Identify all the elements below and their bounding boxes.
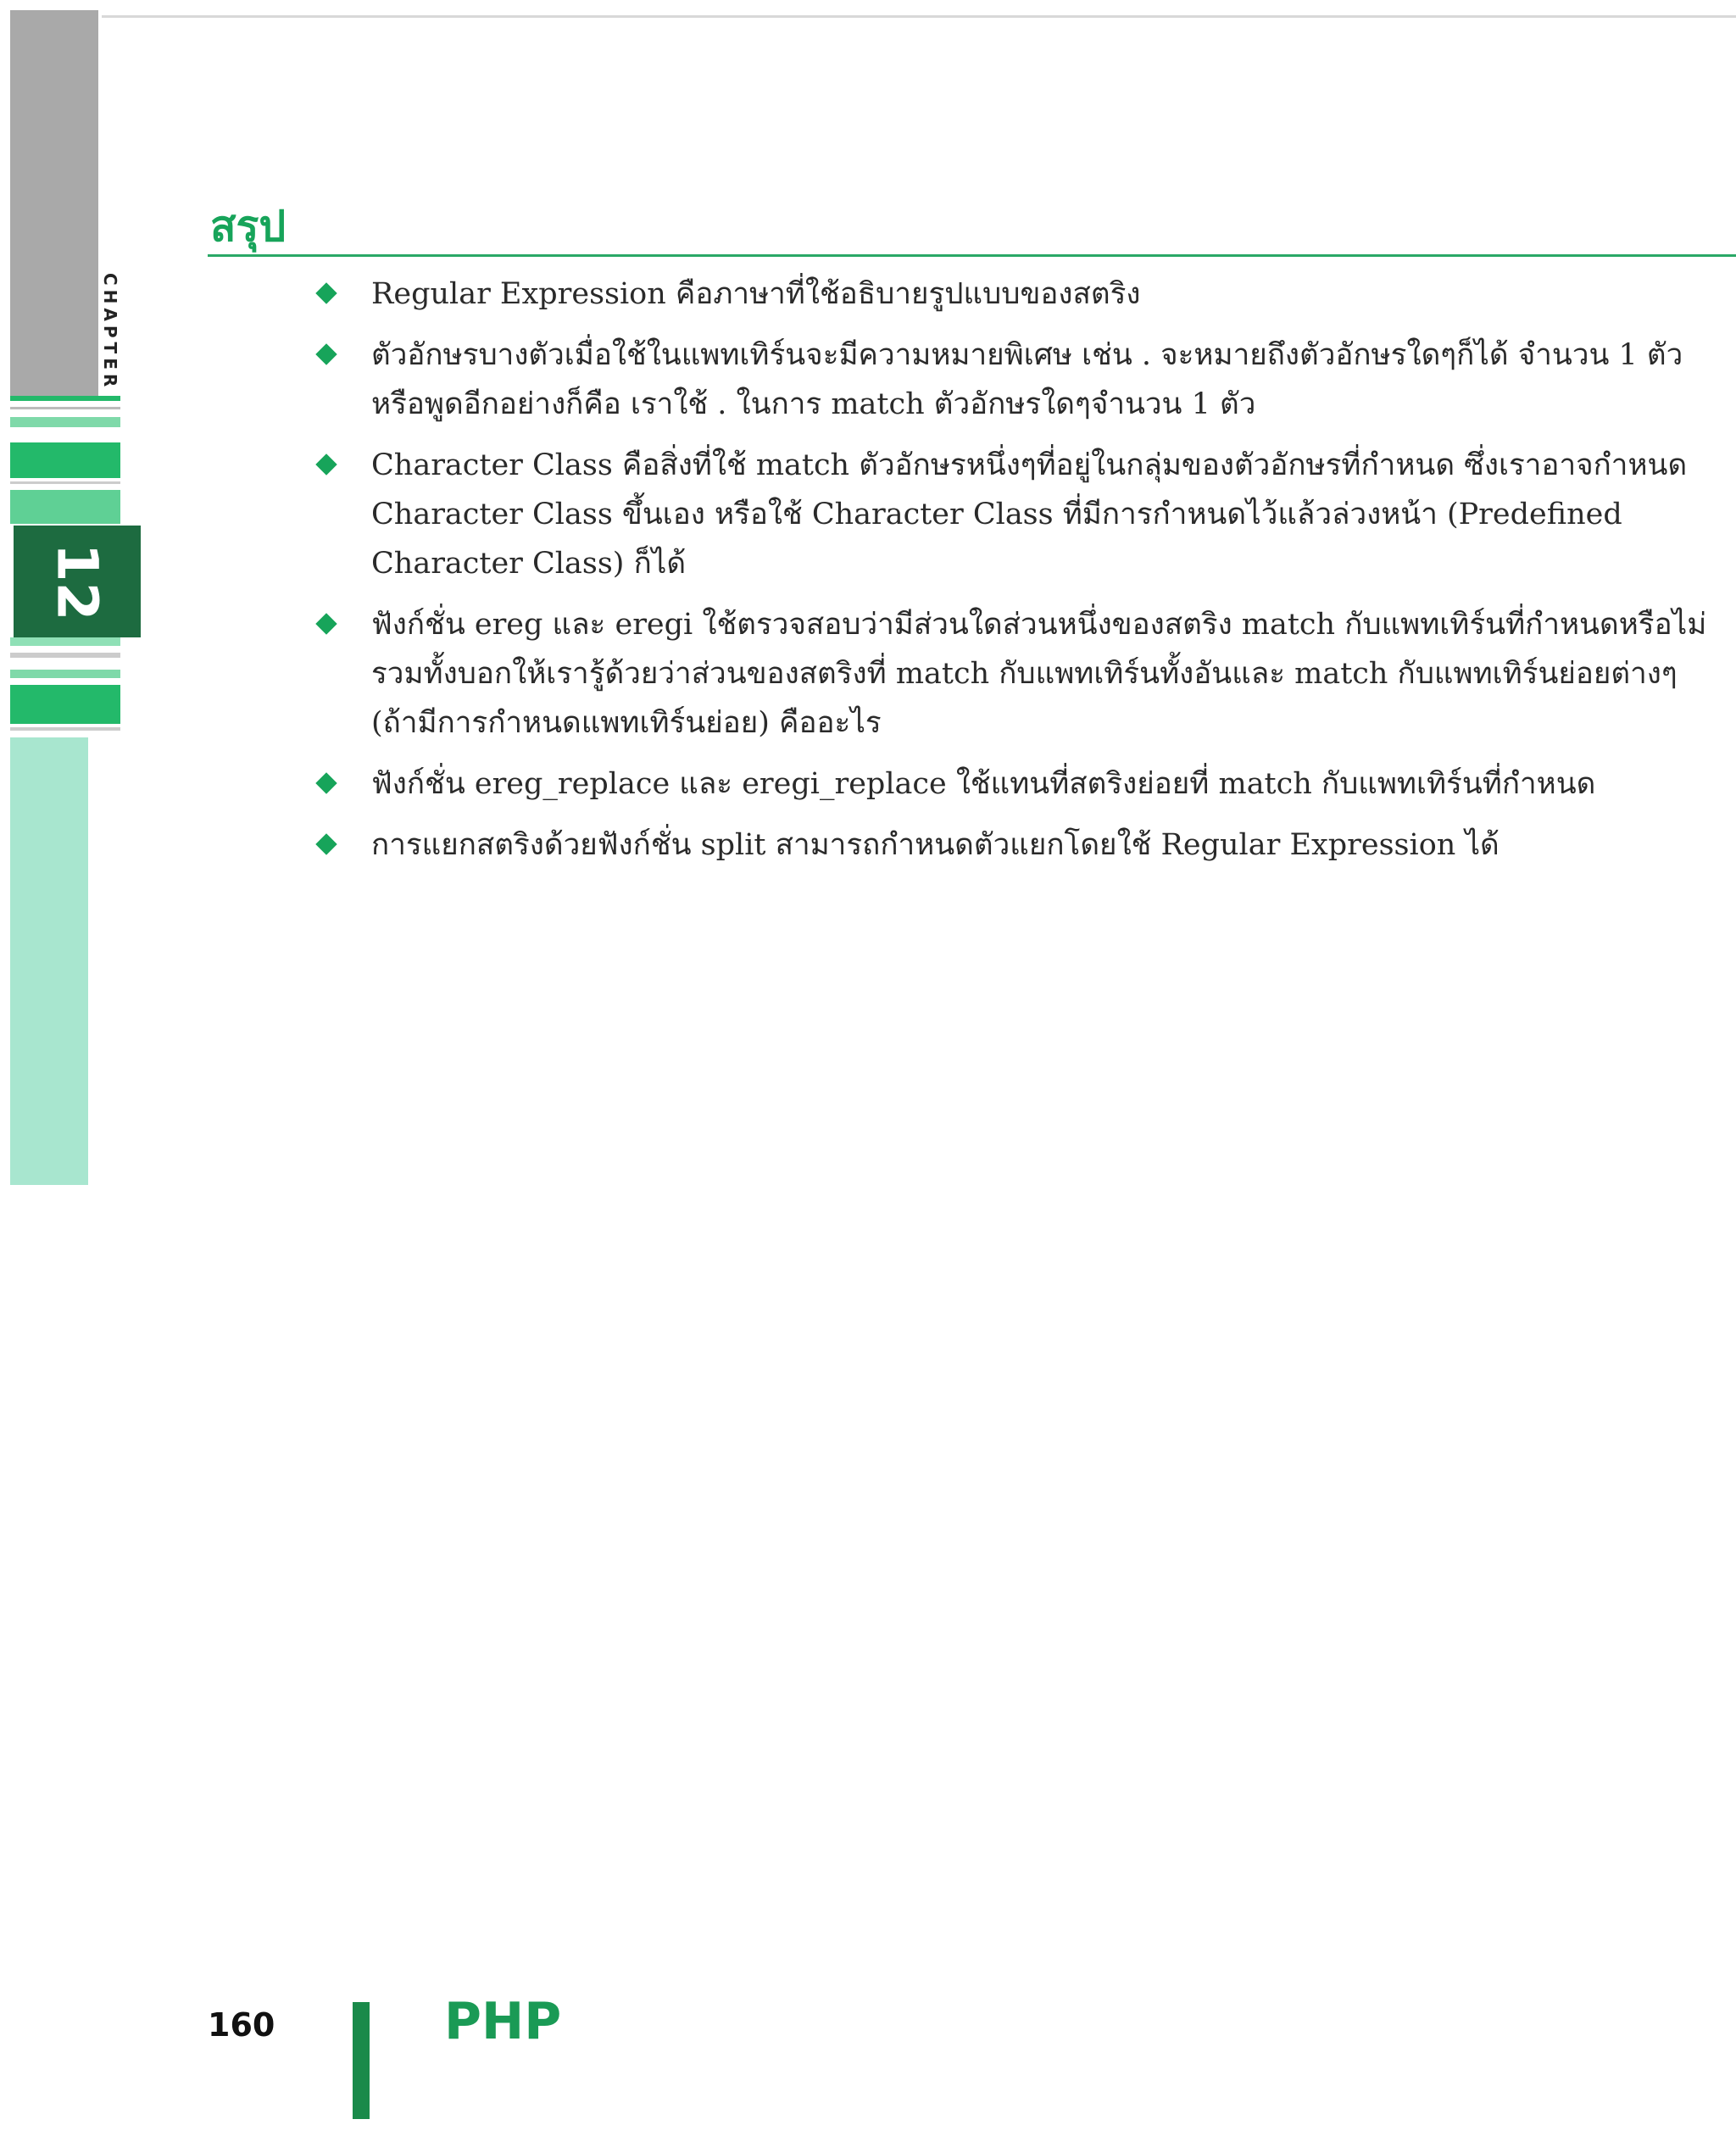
- list-item: [314, 759, 1712, 809]
- diamond-bullet-icon: [315, 833, 337, 854]
- chapter-tab-stripe: [10, 653, 120, 658]
- chapter-tab-stripe: [10, 670, 120, 678]
- chapter-number: 12: [44, 542, 110, 620]
- list-item: [314, 441, 1712, 588]
- list-item-text: ตัวอักษรบางตัวเมื่อใช้ในแพทเทิร์นจะมีความหมายพิเศษ เช่น . จะหมายถึงตัวอักษรใดๆก็ได้ จำนวน 1 ตัว หรือพูดอีกอย่างก็คือ เราใช้ . ในการ match ตัวอักษรใดๆจำนวน 1 ตัว: [371, 338, 1683, 421]
- diamond-bullet-icon: [315, 453, 337, 475]
- chapter-tab-stripe: [10, 685, 120, 724]
- chapter-tab-light-block: [10, 737, 88, 1185]
- book-title: PHP: [444, 1992, 562, 2051]
- page-number: 160: [208, 2006, 275, 2044]
- chapter-tab-stripe: [10, 490, 120, 524]
- list-item-text: Regular Expression คือภาษาที่ใช้อธิบายรูปแบบของสตริง: [371, 277, 1141, 311]
- heading-underline: [208, 254, 1736, 257]
- chapter-label: CHAPTER: [100, 273, 120, 392]
- top-border-line: [102, 15, 1736, 18]
- diamond-bullet-icon: [315, 282, 337, 303]
- footer-divider-bar: [353, 2002, 370, 2119]
- diamond-bullet-icon: [315, 613, 337, 634]
- list-item: [314, 600, 1712, 748]
- chapter-tab-stripe: [10, 417, 120, 427]
- diamond-bullet-icon: [315, 343, 337, 364]
- list-item-text: ฟังก์ชั่น ereg_replace และ eregi_replace ใช้แทนที่สตริงย่อยที่ match กับแพทเทิร์นที่กำหนด: [371, 767, 1596, 801]
- chapter-tab-stripe: [10, 637, 120, 646]
- summary-list: [314, 270, 1712, 882]
- chapter-tab-stripe: [10, 396, 120, 401]
- list-item-text: Character Class คือสิ่งที่ใช้ match ตัวอักษรหนึ่งๆที่อยู่ในกลุ่มของตัวอักษรที่กำหนด ซึ่งเราอาจกำหนด Character Class ขึ้นเอง หรือใช้ Character Class ที่มีการกำหนดไว้แล้วล่วงหน้า (Predefined Character Class) ก็ได้: [371, 448, 1688, 581]
- chapter-tab-stripe: [10, 727, 120, 731]
- list-item-text: ฟังก์ชั่น ereg และ eregi ใช้ตรวจสอบว่ามีส่วนใดส่วนหนึ่งของสตริง match กับแพทเทิร์นที่กำหนดหรือไม่ รวมทั้งบอกให้เรารู้ด้วยว่าส่วนของสตริงที่ match กับแพทเทิร์นทั้งอันและ match กับแพทเทิร์นย่อยต่างๆ (ถ้ามีการกำหนดแพทเทิร์นย่อย) คืออะไร: [371, 608, 1707, 740]
- list-item: [314, 331, 1712, 429]
- chapter-tab-gray-block: [10, 10, 98, 396]
- chapter-tab-stripe: [10, 442, 120, 478]
- section-heading: สรุป: [210, 202, 287, 251]
- list-item-text: การแยกสตริงด้วยฟังก์ชั่น split สามารถกำหนดตัวแยกโดยใช้ Regular Expression ได้: [371, 828, 1500, 862]
- chapter-tab-stripe: [10, 407, 120, 409]
- chapter-number-box: [14, 526, 141, 637]
- diamond-bullet-icon: [315, 772, 337, 793]
- chapter-tab-stripe: [10, 481, 120, 484]
- list-item: [314, 270, 1712, 319]
- list-item: [314, 820, 1712, 870]
